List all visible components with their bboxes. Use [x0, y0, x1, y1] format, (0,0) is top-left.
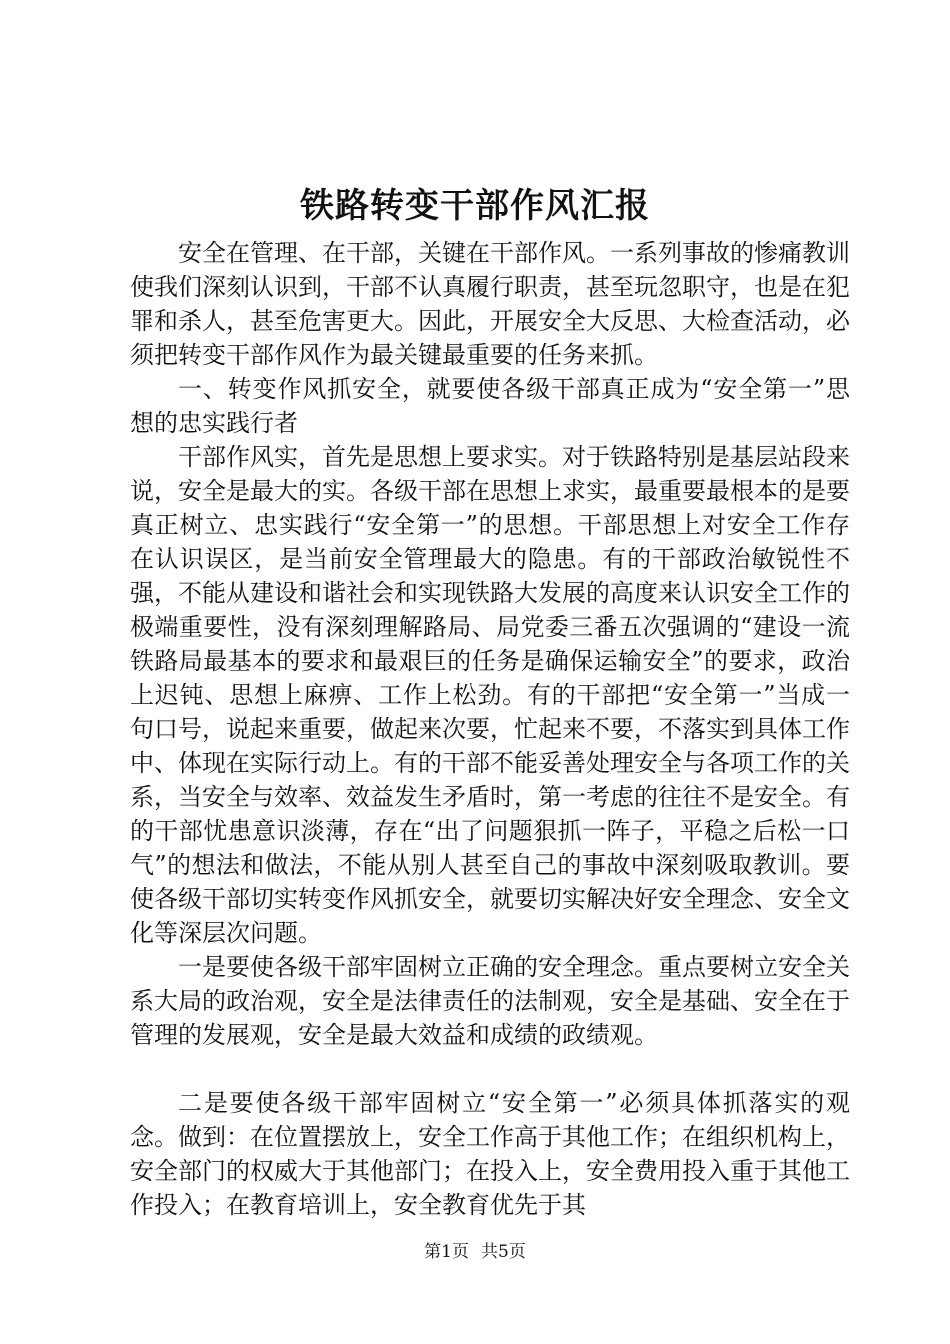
page-number: 第1页 — [424, 1242, 469, 1262]
document-body — [130, 236, 850, 1222]
document-title: 铁路转变干部作风汇报 — [300, 186, 650, 226]
page-footer — [0, 1240, 950, 1264]
page-total: 共5页 — [481, 1242, 526, 1262]
paragraph-intro: 安全在管理、在干部，关键在干部作风。一系列事故的惨痛教训使我们深刻认识到，干部不认真履行职责，甚至玩忽职守，也是在犯罪和杀人，甚至危害更大。因此，开展安全大反思、大检查活动，必须把转变干部作风作为最关键最重要的任务来抓。 — [130, 239, 850, 369]
paragraph-main: 干部作风实，首先是思想上要求实。对于铁路特别是基层站段来说，安全是最大的实。各级干部在思想上求实，最重要最根本的是要真正树立、忠实践行“安全第一”的思想。干部思想上对安全工作存在认识误区，是当前安全管理最大的隐患。有的干部政治敏锐性不强，不能从建设和谐社会和实现铁路大发展的高度来认识安全工作的极端重要性，没有深刻理解路局、局党委三番五次强调的“建设一流铁路局最基本的要求和最艰巨的任务是确保运输安全”的要求，政治上迟钝、思想上麻痹、工作上松劲。有的干部把“安全第一”当成一句口号，说起来重要，做起来次要，忙起来不要，不落实到具体工作中、体现在实际行动上。有的干部不能妥善处理安全与各项工作的关系，当安全与效率、效益发生矛盾时，第一考虑的往往不是安全。有的干部忧患意识淡薄，存在“出了问题狠抓一阵子，平稳之后松一口气”的想法和做法，不能从别人甚至自己的事故中深刻吸取教训。要使各级干部切实转变作风抓安全，就要切实解决好安全理念、安全文化等深层次问题。 — [130, 443, 850, 947]
paragraph-point-one: 一是要使各级干部牢固树立正确的安全理念。重点要树立安全关系大局的政治观，安全是法律责任的法制观，安全是基础、安全在于管理的发展观，安全是最大效益和成绩的政绩观。 — [130, 953, 850, 1049]
paragraph-point-two: 二是要使各级干部牢固树立“安全第一”必须具体抓落实的观念。做到：在位置摆放上，安全工作高于其他工作；在组织机构上，安全部门的权威大于其他部门；在投入上，安全费用投入重于其他工作投入；在教育培训上，安全教育优先于其 — [130, 1089, 850, 1219]
paragraph-section-heading: 一、转变作风抓安全，就要使各级干部真正成为“安全第一”思想的忠实践行者 — [130, 375, 850, 437]
